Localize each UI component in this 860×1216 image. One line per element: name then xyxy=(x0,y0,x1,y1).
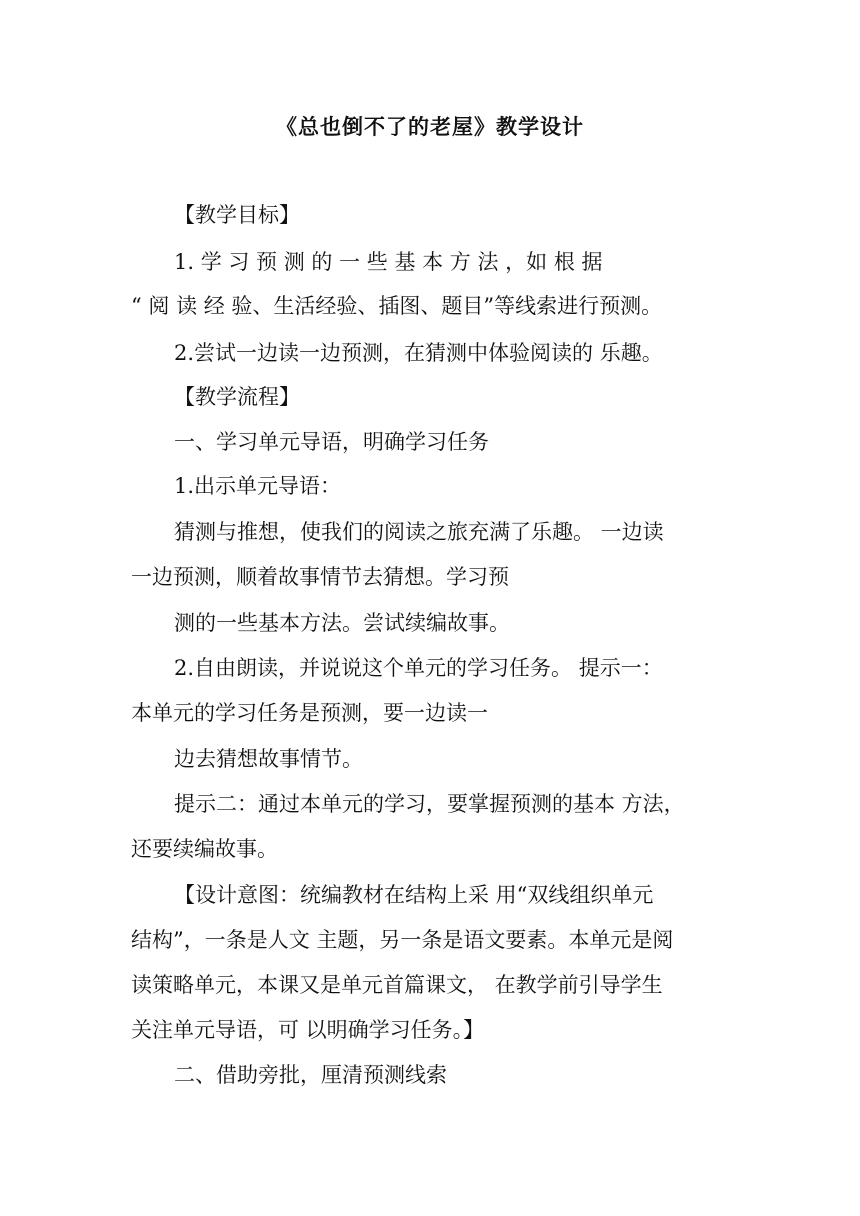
paragraph-line: 猜测与推想，使我们的阅读之旅充满了乐趣。 一边读 xyxy=(174,520,664,544)
paragraph-line: 一边预测，顺着故事情节去猜想。学习预 xyxy=(131,565,509,589)
paragraph-line: 边去猜想故事情节。 xyxy=(174,747,363,771)
paragraph-line: 还要续编故事。 xyxy=(131,837,278,861)
paragraph-line: 读策略单元，本课又是单元首篇课文， 在教学前引导学生 xyxy=(131,973,663,997)
paragraph-line: 二、借助旁批，厘清预测线索 xyxy=(174,1063,447,1087)
paragraph-line: 2.自由朗读，并说说这个单元的学习任务。 提示一： xyxy=(174,656,663,680)
paragraph-line: 1. 学 习 预 测 的 一 些 基 本 方 法 ，如 根 据 xyxy=(174,250,603,274)
paragraph-line: 2.尝试一边读一边预测，在猜测中体验阅读的 乐趣。 xyxy=(174,341,663,365)
paragraph-line: 【设计意图：统编教材在结构上采 用“双线组织单元 xyxy=(174,883,654,907)
paragraph-line: 【教学流程】 xyxy=(174,385,300,409)
paragraph-line: 1.出示单元导语： xyxy=(174,474,342,498)
paragraph-line: 一、学习单元导语，明确学习任务 xyxy=(174,430,489,454)
paragraph-line: 【教学目标】 xyxy=(174,203,300,227)
paragraph-line: 结构”，一条是人文 主题，另一条是语文要素。本单元是阅 xyxy=(131,928,674,952)
paragraph-line: 提示二：通过本单元的学习，要掌握预测的基本 方法， xyxy=(174,792,685,816)
page-title: 《总也倒不了的老屋》教学设计 xyxy=(276,114,584,139)
paragraph-line: 本单元的学习任务是预测，要一边读一 xyxy=(131,701,488,725)
paragraph-line: “ 阅 读 经 验、生活经验、插图、题目”等线索进行预测。 xyxy=(131,294,663,318)
paragraph-line: 测的一些基本方法。尝试续编故事。 xyxy=(174,611,510,635)
paragraph-line: 关注单元导语，可 以明确学习任务。】 xyxy=(131,1018,485,1042)
